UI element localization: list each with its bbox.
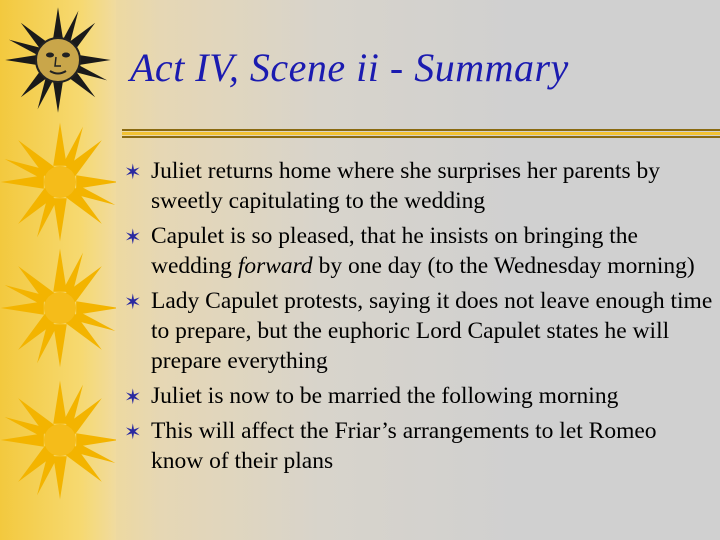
list-item [124,221,714,281]
list-item [124,381,714,411]
sun-burst-icon [1,123,116,242]
star-bullet-icon: ✶ [124,385,142,409]
sun-decorations [0,0,116,540]
star-bullet-icon: ✶ [124,225,142,249]
bullet-list [124,156,714,481]
bullet-text: This will affect the Friar’s arrangements to let Romeo know of their plans [151,418,657,474]
sun-face-icon [5,7,111,113]
bullet-text: Juliet is now to be married the following morning [151,383,619,409]
list-item [124,416,714,476]
title-divider [122,126,720,142]
emphasis-text: forward [237,253,313,279]
bullet-text: by one day (to the Wednesday morning) [312,253,695,279]
list-item [124,156,714,216]
bullet-text: Capulet is so pleased, that he insists on bringing the wedding [151,223,638,279]
sun-burst-icon [1,381,116,500]
slide-title: Act IV, Scene ii - Summary [130,45,569,90]
bullet-text: Juliet returns home where she surprises her parents by sweetly capitulating to the wedding [151,158,661,214]
bullet-text: Lady Capulet protests, saying it does not leave enough time to prepare, but the euphoric Lord Capulet states he will prepare everything [151,288,713,374]
star-bullet-icon: ✶ [124,420,142,444]
sun-burst-icon [1,249,116,368]
star-bullet-icon: ✶ [124,160,142,184]
star-bullet-icon: ✶ [124,290,142,314]
list-item [124,286,714,376]
